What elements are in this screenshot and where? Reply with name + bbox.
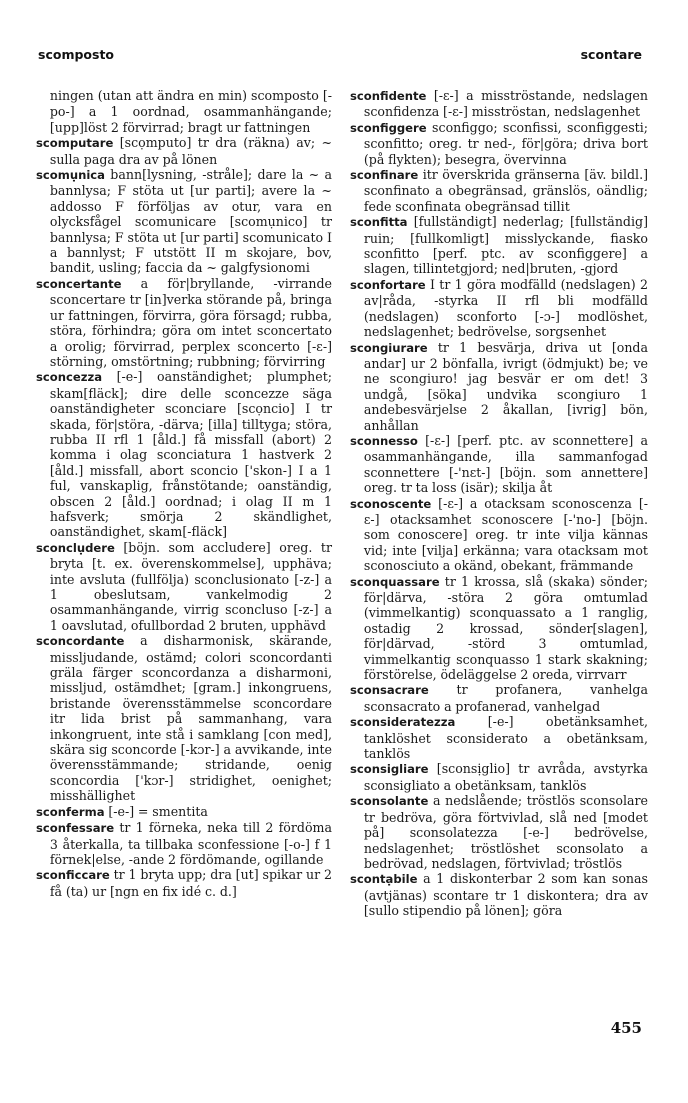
entry-text: a disharmonisk, skärande, missljudande, ostämd; colori sconcordanti gräla färger sconcordanza a disharmoni, missljud, ostämdhet; [gram.] inkongruens, bristande överensstämmelse sconcordare itr lida brist på sammanhang, vara inkongruent, inte stå i samklang [con med], skära sig sconcorde [-kɔr-] a avvikande, inte överensstämmande; stridande, oenig sconcordia ['kɔr-] stridighet, oenighet; misshällighet: [49, 633, 332, 804]
entry-text: tr 1 besvärja, driva ut [onda andar] ur 2 bönfalla, ivrigt (ödmjukt) be; ve ne scongiuro! jag besvär er om det! 3 undgå, [söka] undvika scongiuro 1 andebesvärjelse 2 åkallan, [ivrig] bön, anhållan: [363, 339, 648, 433]
entry-headword: sconnesso: [350, 433, 418, 448]
entry-headword: sconfidente: [350, 89, 427, 103]
dictionary-entry: [36, 540, 332, 633]
left-column: [36, 88, 332, 899]
dictionary-entry: [36, 633, 332, 803]
dictionary-entry: [36, 369, 332, 539]
entry-headword: sconclụdere: [36, 540, 115, 555]
dictionary-entry: [350, 682, 648, 714]
entry-text: I tr 1 göra modfälld (nedslagen) 2 av|råda, -styrka II rfl bli modfälld (nedslagen) sconforto [-ɔ-] modlöshet, nedslagenhet; bedrövelse, sorgsenhet: [363, 276, 648, 340]
entry-text: tr profanera, vanhelga sconsacrato a profanerad, vanhelgad: [363, 682, 648, 714]
dictionary-entry: [36, 135, 332, 167]
entry-text: a 1 diskonterbar 2 som kan sonas (avtjänas) scontare tr 1 diskontera; dra av [sullo stipendio på lönen]; göra: [363, 871, 648, 919]
entry-text: sconfiggo; sconfissi, sconfiggesti; sconfitto; oreg. tr ned-, för|göra; driva bort (på flykten); besegra, övervinna: [363, 119, 648, 167]
dictionary-entry: [350, 167, 648, 214]
entry-headword: sconsacrare: [350, 683, 429, 698]
dictionary-entry: [36, 867, 332, 899]
entry-headword: scomụnica: [36, 168, 105, 183]
entry-headword: scongiurare: [350, 340, 428, 355]
right-column: [350, 88, 648, 919]
entry-headword: sconsolante: [350, 794, 429, 809]
entry-text: tr 1 krossa, slå (skaka) sönder; för|därva, -störa 2 göra omtumlad (vimmelkantig) sconquassato a 1 ranglig, ostadig 2 krossad, sönder[slagen], för|därvad, -störd 3 omtumlad, vimmelkantig sconquasso 1 stark skakning; förstörelse, ödeläggelse 2 oreda, virrvarr: [363, 573, 648, 683]
entry-text: [-e-] = smentita: [104, 803, 208, 819]
dictionary-entry: [350, 433, 648, 496]
entry-headword: scontạbile: [350, 872, 418, 887]
dictionary-entry: [350, 574, 648, 683]
dictionary-entry: [350, 120, 648, 167]
entry-text: [böjn. som accludere] oreg. tr bryta [t. ex. överenskommelse], upphäva; inte avsluta (fullfölja) sconclusionato [-z-] a 1 obeslutsam, vankelmodig 2 osammanhängande, virrig sconcluso [-z-] a 1 oavslutad, ofullbordad 2 bruten, upphävd: [49, 539, 332, 633]
dictionary-entry: [350, 88, 648, 120]
entry-text: a för|bryllande, -virrande sconcertare tr [in]verka störande på, bringa ur fattningen, förvirra, göra försagd; rubba, störa, förhindra; göra om intet sconcertato a orolig; förvirrad, perplex sconcerto [-ɛ-] störning, omstörtning; rubbning; förvirring: [49, 275, 332, 369]
entry-headword: scomputare: [36, 136, 114, 151]
dictionary-entry: [350, 761, 648, 793]
entry-text: [-ɛ-] [perf. ptc. av sconnettere] a osammanhängande, illa sammanfogad sconnettere [-'nɛt-] [böjn. som annettere] oreg. tr ta loss (isär); skilja åt: [363, 432, 648, 496]
entry-headword: sconcertante: [36, 276, 122, 291]
dictionary-entry: [36, 276, 332, 369]
entry-headword: sconcezza: [36, 370, 103, 385]
entry-text: [fullständigt] nederlag; [fullständig] ruin; [fullkomligt] misslyckande, fiasko sconfitto [perf. ptc. av sconfiggere] a slagen, tillintetgjord; ned|bruten, -gjord: [363, 214, 648, 277]
entry-text: [-e-] obetänksamhet, tanklöshet sconsiderato a obetänksam, tanklös: [363, 714, 648, 762]
entry-text: [-e-] oanständighet; plumphet; skam[fläck]; dire delle sconcezze säga oanständigheter sconciare [scọncio] I tr skada, för|störa, -därva; [illa] tilltyga; störa, rubba II rfl 1 [åld.] få missfall (abort) 2 komma i olag sconciatura 1 hastverk 2 [åld.] missfall, abort sconcio ['skon-] I a 1 ful, vanskaplig, frånstötande; oanständig, obscen 2 [åld.] oordnad; i olag II m 1 hafsverk; smörja 2 skändlighet, oanständighet, skam[-fläck]: [49, 369, 332, 540]
entry-headword: sconfitta: [350, 215, 408, 230]
entry-headword: sconferma: [36, 804, 105, 819]
entry-text: a nedslående; tröstlös sconsolare tr bedröva, göra förtvivlad, slå ned [modet på] sconsolatezza [-e-] bedrövelse, nedslagenhet; tröstlöshet sconsolato a bedrövad, nedslagen, förtvivlad; tröstlös: [363, 793, 648, 871]
entry-text: [sconsịglio] tr avråda, avstyrka sconsigliato a obetänksam, tanklös: [363, 761, 648, 793]
entry-headword: sconcordante: [36, 634, 125, 649]
entry-text: itr överskrida gränserna [äv. bildl.] sconfinato a obegränsad, gränslös, oändlig; fede sconfinata obegränsad tillit: [363, 167, 648, 214]
running-head-right: scontare: [580, 47, 642, 62]
entry-headword: sconsigliare: [350, 762, 429, 777]
entry-text: [-ɛ-] a otacksam sconoscenza [-ɛ-] otacksamhet sconoscere [-'no-] [böjn. som conoscere] oreg. tr inte vilja kännas vid; inte [vilja] erkänna; vara otacksam mot sconosciuto a okänd, obekant, främmande: [363, 495, 648, 574]
page-number: 455: [610, 1019, 642, 1037]
entry-text: tr 1 bryta upp; dra [ut] spikar ur 2 få (ta) ur [ngn en fix idé c. d.]: [49, 867, 332, 899]
entry-headword: sconfiggere: [350, 120, 427, 135]
dictionary-entry: [350, 340, 648, 433]
entry-headword: sconfessare: [36, 821, 115, 836]
dictionary-entry: [350, 714, 648, 761]
entry-text: [scọmputo] tr dra (räkna) av; ~ sulla paga dra av på lönen: [49, 135, 332, 167]
entry-headword: sconsideratezza: [350, 715, 456, 730]
entry-text: [-ɛ-] a misströstande, nedslagen sconfidenza [-ɛ-] misströstan, nedslagenhet: [363, 88, 648, 120]
dictionary-entry: [36, 88, 332, 135]
dictionary-entry: [36, 167, 332, 276]
entry-headword: sconficcare: [36, 868, 110, 883]
entry-headword: sconfortare: [350, 277, 426, 292]
dictionary-entry: [350, 871, 648, 918]
dictionary-entry: [36, 820, 332, 867]
dictionary-entry: [36, 804, 332, 820]
dictionary-entry: [350, 496, 648, 574]
entry-text: ningen (utan att ändra en min) scomposto [-po-] a 1 oordnad, osammanhängande; [upp]löst 2 förvirrad; bragt ur fattningen: [49, 88, 332, 135]
entry-headword: sconquassare: [350, 574, 440, 589]
entry-headword: sconoscente: [350, 496, 432, 511]
entry-text: tr 1 förneka, neka till 2 fördöma 3 återkalla, ta tillbaka sconfessione [-o-] f 1 förnek|else, -ande 2 fördömande, ogillande: [49, 820, 332, 867]
dictionary-entry: [350, 793, 648, 871]
running-head-left: scomposto: [38, 47, 115, 62]
entry-text: bann[lysning, -stråle]; dare la ~ a bannlysa; F stöta ut [ur parti]; avere la ~ addosso F förföljas av otur, vara en olycksfågel scomunicare [scomụnico] tr bannlysa; F stöta ut [ur parti] scomunicato I a bannlyst; F utstött II m skojare, bov, bandit, usling; faccia da ~ galgfysionomi: [49, 167, 332, 276]
dictionary-entry: [350, 214, 648, 277]
dictionary-entry: [350, 277, 648, 340]
entry-headword: sconfinare: [350, 168, 419, 183]
